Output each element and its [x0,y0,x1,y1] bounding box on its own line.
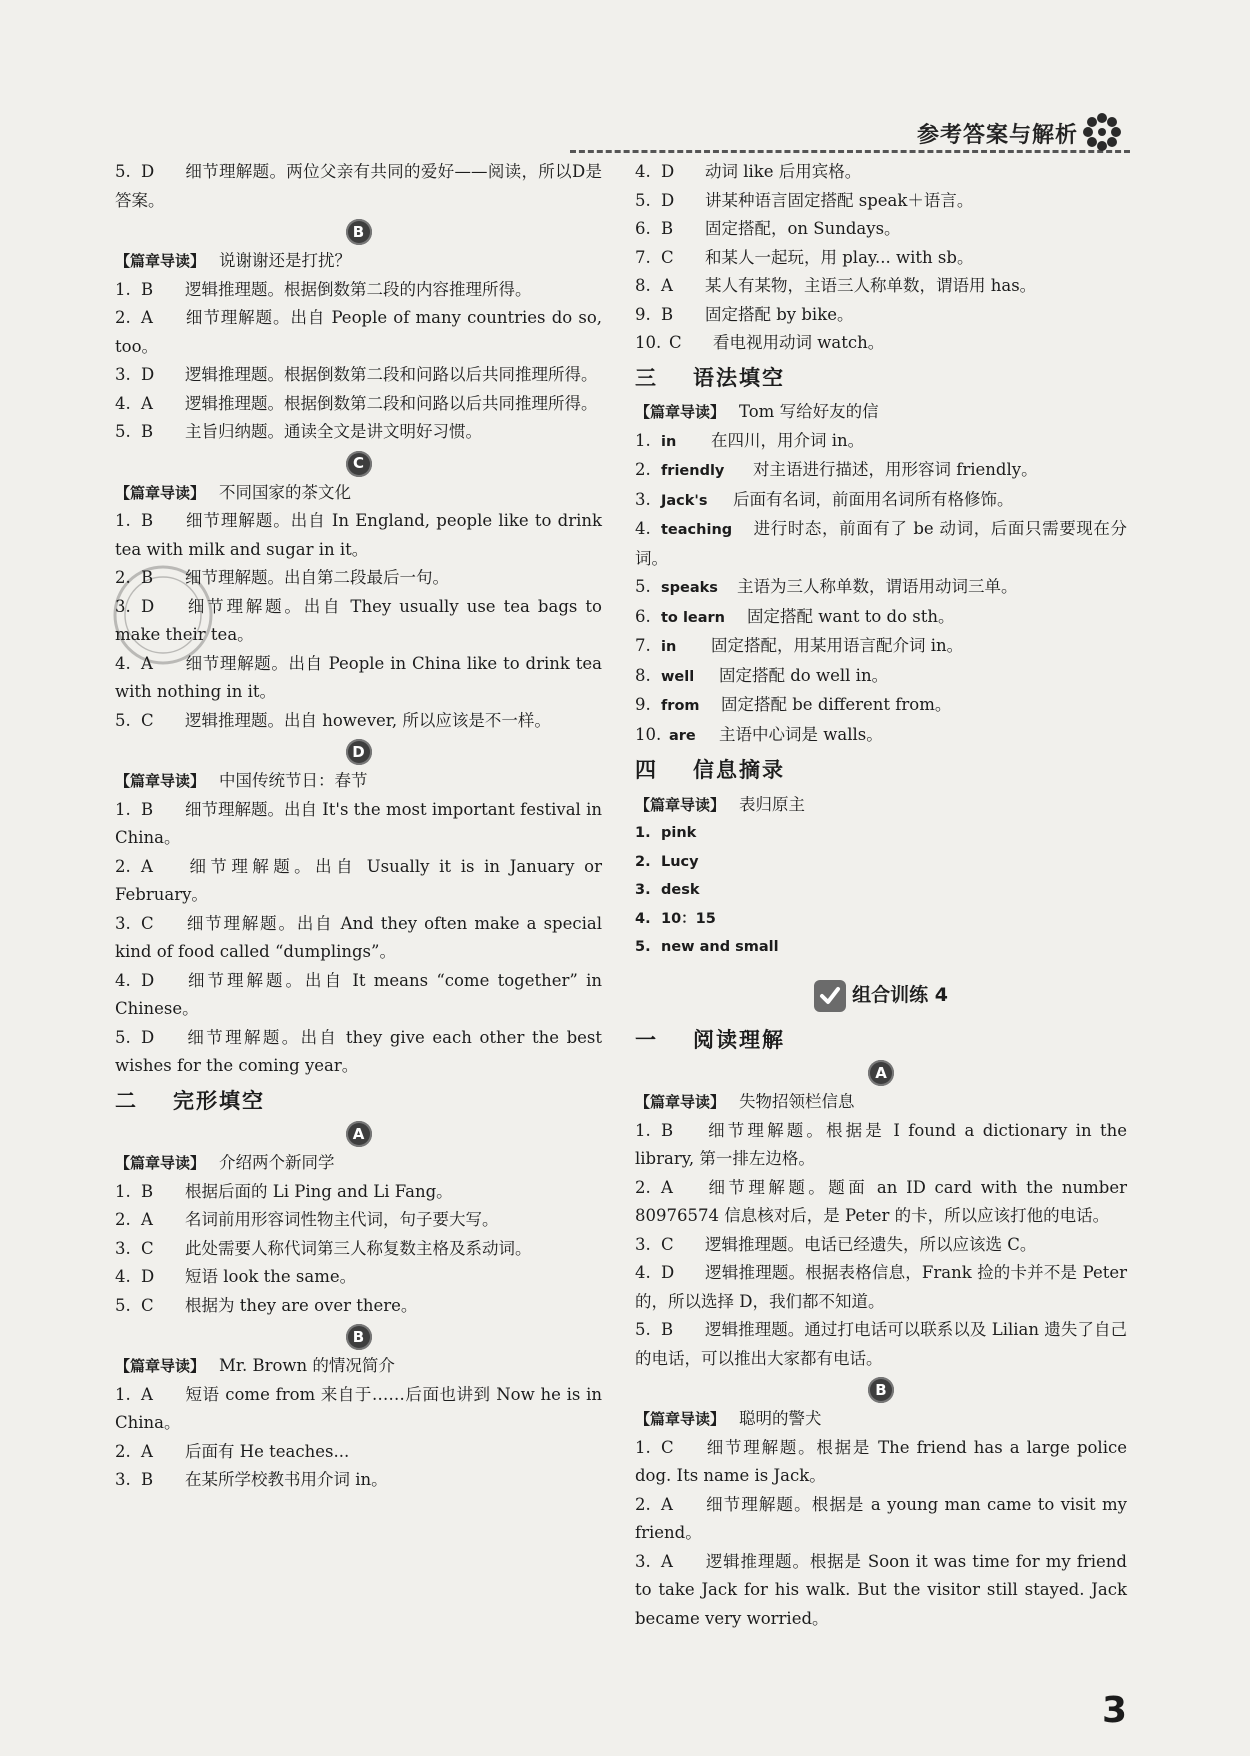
answer-item: 6. B 固定搭配，on Sundays。 [635,219,901,238]
answer-item: 5. C 逻辑推理题。出自 however, 所以应该是不一样。 [115,710,551,730]
answer-item: 3. D 细节理解题。出自 They usually use tea bags to make their tea。 [115,596,602,644]
passage-badge-b: B [115,1324,602,1350]
answer-item: 4. teaching 进行时态，前面有了 be 动词，后面只需要现在分词。 [635,519,1127,568]
header-dashed-rule [570,150,1130,153]
answer-item: 6. to learn 固定搭配 want to do sth。 [635,606,955,626]
answer-item: 2. A 细节理解题。出自 Usually it is in January or February。 [115,856,602,904]
section-heading-cloze: 二 完形填空 [115,1088,265,1113]
answer-item: 3. C 细节理解题。出自 And they often make a special kind of food called “dumplings”。 [115,913,602,961]
answer-item: 1. B 细节理解题。根据是 I found a dictionary in the library, 第一排左边格。 [635,1120,1127,1168]
answer-item: 1. pink [635,825,697,841]
answer-item: 5. B 逻辑推理题。通过打电话可以联系以及 Lilian 遗失了自己的电话，可以推出大家都有电话。 [635,1320,1127,1368]
answer-item [115,158,602,215]
answer-item: 2. B 细节理解题。出自第二段最后一句。 [115,568,449,587]
answer-item: 10. C 看电视用动词 watch。 [635,333,885,352]
passage-guide: 【篇章导读】 失物招领栏信息 [635,1092,855,1111]
answer-item: 5. C 根据为 they are over there。 [115,1295,418,1315]
answer-item: 1. B 根据后面的 Li Ping and Li Fang。 [115,1181,453,1201]
passage-badge-b: B [115,219,602,245]
page-header [570,112,1130,162]
answer-item: 3. Jack's 后面有名词，前面用名词所有格修饰。 [635,489,1014,509]
passage-badge-b: B [635,1377,1127,1403]
answer-item: 3. A 逻辑推理题。根据是 Soon it was time for my friend to take Jack for his walk. But the visitor still stayed. Jack became very worried。 [635,1551,1127,1628]
answer-item: 1. B 细节理解题。出自 In England, people like to drink tea with milk and sugar in it。 [115,511,602,559]
page-number: 3 [1102,1690,1128,1731]
answer-item: 5. D 讲某种语言固定搭配 speak＋语言。 [635,190,974,210]
passage-badge-d: D [115,739,602,765]
answer-item: 2. Lucy [635,853,699,870]
header-title: 参考答案与解析 [916,123,1078,148]
passage-guide: 【篇章导读】 表归原主 [635,794,806,814]
left-column [115,158,602,1495]
section-heading-info: 四 信息摘录 [635,758,785,782]
answer-item: 4. A 细节理解题。出自 People in China like to drink tea with nothing in it。 [115,653,602,701]
passage-guide: 【篇章导读】 Tom 写给好友的信 [635,402,879,421]
item-answer: D [141,162,155,181]
answer-item: 4. D 动词 like 后用宾格。 [635,162,862,181]
checkmark-icon [814,980,846,1012]
answer-item: 2. A 名词前用形容词性物主代词，句子要大写。 [115,1210,499,1229]
answer-item: 4. D 细节理解题。出自 It means “come together” in Chinese。 [115,970,602,1018]
answer-item: 1. B 逻辑推理题。根据倒数第二段的内容推理所得。 [115,279,532,299]
section-heading-reading: 一 阅读理解 [635,1027,785,1052]
answer-item: 9. from 固定搭配 be different from。 [635,695,952,714]
passage-guide: 【篇章导读】 中国传统节日：春节 [115,771,368,790]
right-column [635,158,1127,1633]
answer-item: 2. A 细节理解题。题面 an ID card with the number 80976574 信息核对后，是 Peter 的卡，所以应该打他的电话。 [635,1177,1127,1225]
answer-item: 5. speaks 主语为三人称单数，谓语用动词三单。 [635,577,1018,596]
passage-guide: 【篇章导读】 聪明的警犬 [635,1409,822,1428]
passage-badge-c: C [115,451,602,477]
answer-item: 3. C 逻辑推理题。电话已经遗失，所以应该选 C。 [635,1234,1037,1254]
answer-item: 1. B 细节理解题。出自 It's the most important festival in China。 [115,799,602,847]
passage-badge-a: A [115,1121,602,1147]
answer-item: 4. A 逻辑推理题。根据倒数第二段和问路以后共同推理所得。 [115,393,598,413]
item-explanation: 细节理解题。两位父亲有共同的爱好——阅读，所以D是答案。 [115,162,602,210]
answer-item: 4. D 短语 look the same。 [115,1267,357,1286]
answer-item: 5. B 主旨归纳题。通读全文是讲文明好习惯。 [115,422,482,441]
item-number: 5. [115,162,131,181]
passage-guide: 【篇章导读】 说谢谢还是打扰？ [115,251,352,270]
answer-item: 9. B 固定搭配 by bike。 [635,304,854,324]
answer-item: 3. desk [635,882,700,898]
answer-item: 4. 10：15 [635,910,716,927]
answer-item: 2. A 细节理解题。出自 People of many countries do so, too。 [115,308,602,356]
answer-item: 10. are 主语中心词是 walls。 [635,724,883,744]
answer-item: 2. friendly 对主语进行描述，用形容词 friendly。 [635,460,1038,479]
flower-icon [1082,112,1122,152]
passage-guide: 【篇章导读】 不同国家的茶文化 [115,482,352,502]
passage-guide: 【篇章导读】 介绍两个新同学 [115,1153,335,1172]
answer-item: 7. in 固定搭配，用某用语言配介词 in。 [635,636,964,655]
answer-item: 5. new and small [635,939,779,955]
answer-item: 5. D 细节理解题。出自 they give each other the best wishes for the coming year。 [115,1027,602,1075]
passage-badge-a: A [635,1060,1127,1086]
combo-training-heading: 组合训练 4 [635,980,1127,1012]
answer-item: 1. in 在四川，用介词 in。 [635,430,865,450]
section-heading-grammar: 三 语法填空 [635,365,785,390]
answer-item: 2. A 细节理解题。根据是 a young man came to visit my friend。 [635,1494,1127,1542]
answer-item: 3. B 在某所学校教书用介词 in。 [115,1470,388,1489]
passage-guide: 【篇章导读】 Mr. Brown 的情况简介 [115,1356,395,1375]
answer-item: 8. A 某人有某物，主语三人称单数，谓语用 has。 [635,276,1037,295]
answer-item: 1. C 细节理解题。根据是 The friend has a large police dog. Its name is Jack。 [635,1437,1127,1485]
answer-item: 1. A 短语 come from 来自于……后面也讲到 Now he is in China。 [115,1384,602,1432]
answer-item: 4. D 逻辑推理题。根据表格信息，Frank 捡的卡并不是 Peter 的，所以选择 D，我们都不知道。 [635,1263,1127,1311]
answer-item: 3. C 此处需要人称代词第三人称复数主格及系动词。 [115,1238,532,1258]
answer-item: 7. C 和某人一起玩，用 play... with sb。 [635,247,974,267]
answer-item: 3. D 逻辑推理题。根据倒数第二段和问路以后共同推理所得。 [115,365,598,384]
answer-item: 8. well 固定搭配 do well in。 [635,665,889,685]
answer-item: 2. A 后面有 He teaches... [115,1441,350,1461]
